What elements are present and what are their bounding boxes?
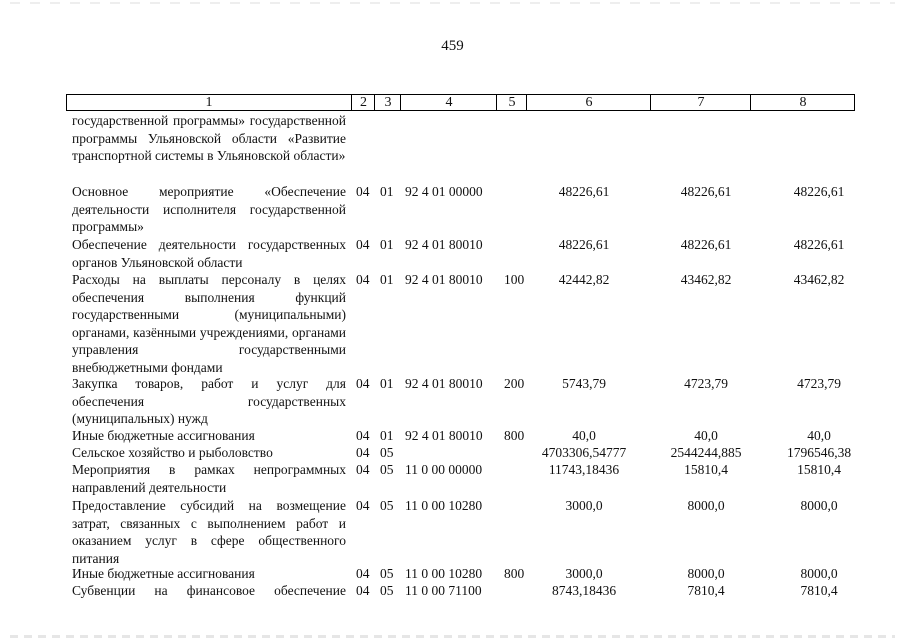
cell-amount-1: 3000,0	[565, 566, 603, 581]
cell-section: 04	[356, 428, 370, 443]
cell-target-code: 11 0 00 00000	[405, 462, 483, 477]
cell-amount-1: 40,0	[572, 428, 596, 443]
header-col-1: 1	[205, 95, 213, 110]
cell-amount-2: 8000,0	[687, 566, 725, 581]
row-description: Предоставление субсидий на возмещение затрат, связанных с выполнением работ и оказанием услуг в сфере общественного питания	[72, 498, 346, 566]
cell-subsection: 01	[380, 237, 394, 252]
row-description: Мероприятия в рамках непрограммных направлений деятельности	[72, 462, 346, 495]
cell-section: 04	[356, 237, 370, 252]
header-col-6: 6	[526, 95, 651, 110]
cell-target-code: 92 4 01 80010	[405, 428, 483, 443]
cell-expense-type: 100	[504, 272, 525, 287]
row-description: Субвенции на финансовое обеспечение	[72, 583, 346, 598]
cell-amount-2: 43462,82	[680, 272, 732, 287]
cell-section: 04	[356, 583, 370, 598]
cell-subsection: 05	[380, 566, 394, 581]
cell-target-code: 92 4 01 80010	[405, 272, 483, 287]
cell-amount-3: 40,0	[807, 428, 831, 443]
cell-amount-1: 8743,18436	[551, 583, 617, 598]
scan-artifact-bottom	[10, 635, 895, 638]
cell-target-code: 92 4 01 00000	[405, 184, 483, 199]
cell-amount-2: 15810,4	[684, 462, 728, 477]
cell-subsection: 01	[380, 376, 394, 391]
cell-amount-1: 5743,79	[562, 376, 606, 391]
cell-target-code: 11 0 00 10280	[405, 566, 483, 581]
cell-subsection: 05	[380, 583, 394, 598]
cell-amount-1: 3000,0	[565, 498, 603, 513]
cell-amount-1: 48226,61	[558, 184, 610, 199]
row-description: Иные бюджетные ассигнования	[72, 428, 255, 443]
row-description: Сельское хозяйство и рыболовство	[72, 445, 273, 460]
cell-amount-3: 1796546,38	[786, 445, 852, 460]
cell-section: 04	[356, 376, 370, 391]
cell-subsection: 01	[380, 272, 394, 287]
cell-amount-3: 8000,0	[800, 566, 838, 581]
header-col-8: 8	[750, 95, 855, 110]
cell-amount-2: 48226,61	[680, 237, 732, 252]
header-col-5: 5	[496, 95, 527, 110]
cell-section: 04	[356, 462, 370, 477]
cell-amount-2: 4723,79	[684, 376, 728, 391]
cell-target-code: 11 0 00 71100	[405, 583, 482, 598]
cell-amount-3: 7810,4	[800, 583, 838, 598]
cell-subsection: 01	[380, 184, 394, 199]
header-col-7: 7	[650, 95, 751, 110]
cell-amount-3: 15810,4	[797, 462, 841, 477]
cell-amount-1: 48226,61	[558, 237, 610, 252]
cell-amount-3: 8000,0	[800, 498, 838, 513]
cell-target-code: 11 0 00 10280	[405, 498, 483, 513]
row-description: Обеспечение деятельности государственных органов Ульяновской области	[72, 237, 346, 270]
cell-amount-2: 7810,4	[687, 583, 725, 598]
table-header	[66, 94, 855, 111]
cell-amount-2: 40,0	[694, 428, 718, 443]
cell-amount-2: 8000,0	[687, 498, 725, 513]
cell-amount-1: 11743,18436	[548, 462, 620, 477]
cell-section: 04	[356, 184, 370, 199]
cell-amount-3: 48226,61	[793, 237, 845, 252]
cell-amount-2: 48226,61	[680, 184, 732, 199]
cell-section: 04	[356, 445, 370, 460]
cell-subsection: 01	[380, 428, 394, 443]
row-description: Закупка товаров, работ и услуг для обеспечения государственных (муниципальных) нужд	[72, 376, 346, 426]
cell-amount-3: 43462,82	[793, 272, 845, 287]
row-description: Основное мероприятие «Обеспечение деятельности исполнителя государственной программы»	[72, 184, 346, 234]
cell-amount-1: 42442,82	[558, 272, 610, 287]
cell-section: 04	[356, 566, 370, 581]
cell-target-code: 92 4 01 80010	[405, 376, 483, 391]
cell-expense-type: 200	[504, 376, 525, 391]
row-description: государственной программы» государственной программы Ульяновской области «Развитие транспортной системы в Ульяновской области»	[72, 113, 346, 163]
row-description: Расходы на выплаты персоналу в целях обеспечения выполнения функций государственными (муниципальными) органами, казёнными учреждениями, органами управления государственными внебюджетными фондами	[72, 272, 346, 375]
header-col-3: 3	[374, 95, 401, 110]
row-description: Иные бюджетные ассигнования	[72, 566, 255, 581]
cell-section: 04	[356, 272, 370, 287]
cell-subsection: 05	[380, 462, 394, 477]
cell-subsection: 05	[380, 445, 394, 460]
cell-amount-3: 48226,61	[793, 184, 845, 199]
cell-subsection: 05	[380, 498, 394, 513]
cell-amount-2: 2544244,885	[670, 445, 742, 460]
cell-amount-3: 4723,79	[797, 376, 841, 391]
cell-target-code: 92 4 01 80010	[405, 237, 483, 252]
cell-expense-type: 800	[504, 428, 525, 443]
cell-section: 04	[356, 498, 370, 513]
cell-amount-1: 4703306,54777	[541, 445, 627, 460]
cell-expense-type: 800	[504, 566, 525, 581]
header-col-2: 2	[351, 95, 375, 110]
scan-artifact-top	[10, 2, 895, 4]
header-col-4: 4	[400, 95, 497, 110]
page-number: 459	[441, 38, 464, 54]
